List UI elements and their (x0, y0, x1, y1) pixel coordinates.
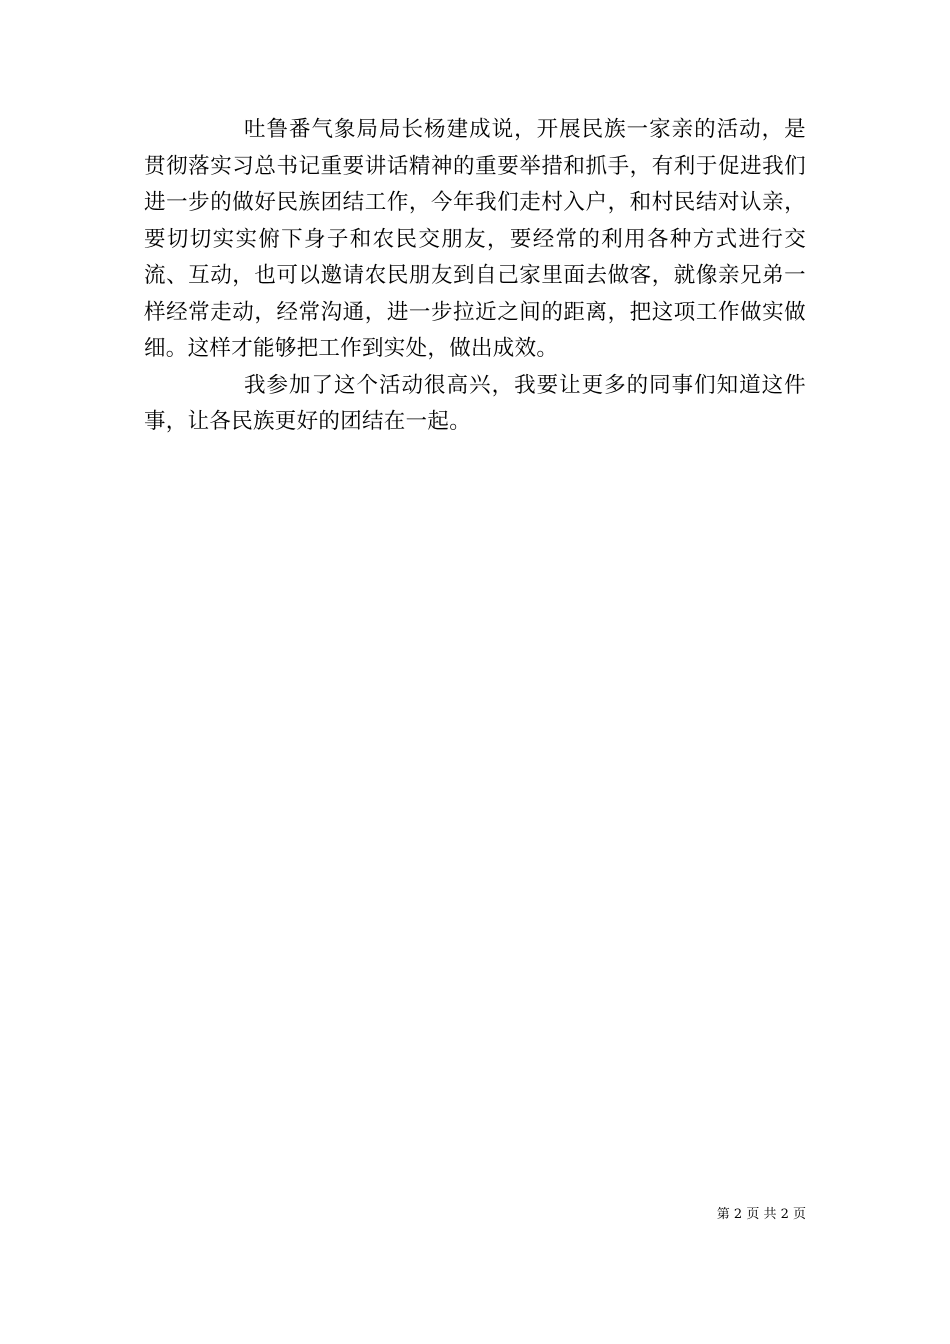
paragraph-1: 吐鲁番气象局局长杨建成说，开展民族一家亲的活动，是贯彻落实习总书记重要讲话精神的重要举措和抓手，有利于促进我们进一步的做好民族团结工作，今年我们走村入户，和村民结对认亲，要切切实实俯下身子和农民交朋友，要经常的利用各种方式进行交流、互动，也可以邀请农民朋友到自己家里面去做客，就像亲兄弟一样经常走动，经常沟通，进一步拉近之间的距离，把这项工作做实做细。这样才能够把工作到实处，做出成效。 (144, 117, 806, 361)
page-footer: 第 2 页 共 2 页 (716, 1207, 806, 1222)
document-body (144, 112, 806, 441)
paragraph-2: 我参加了这个活动很高兴，我要让更多的同事们知道这件事，让各民族更好的团结在一起。 (144, 372, 806, 434)
